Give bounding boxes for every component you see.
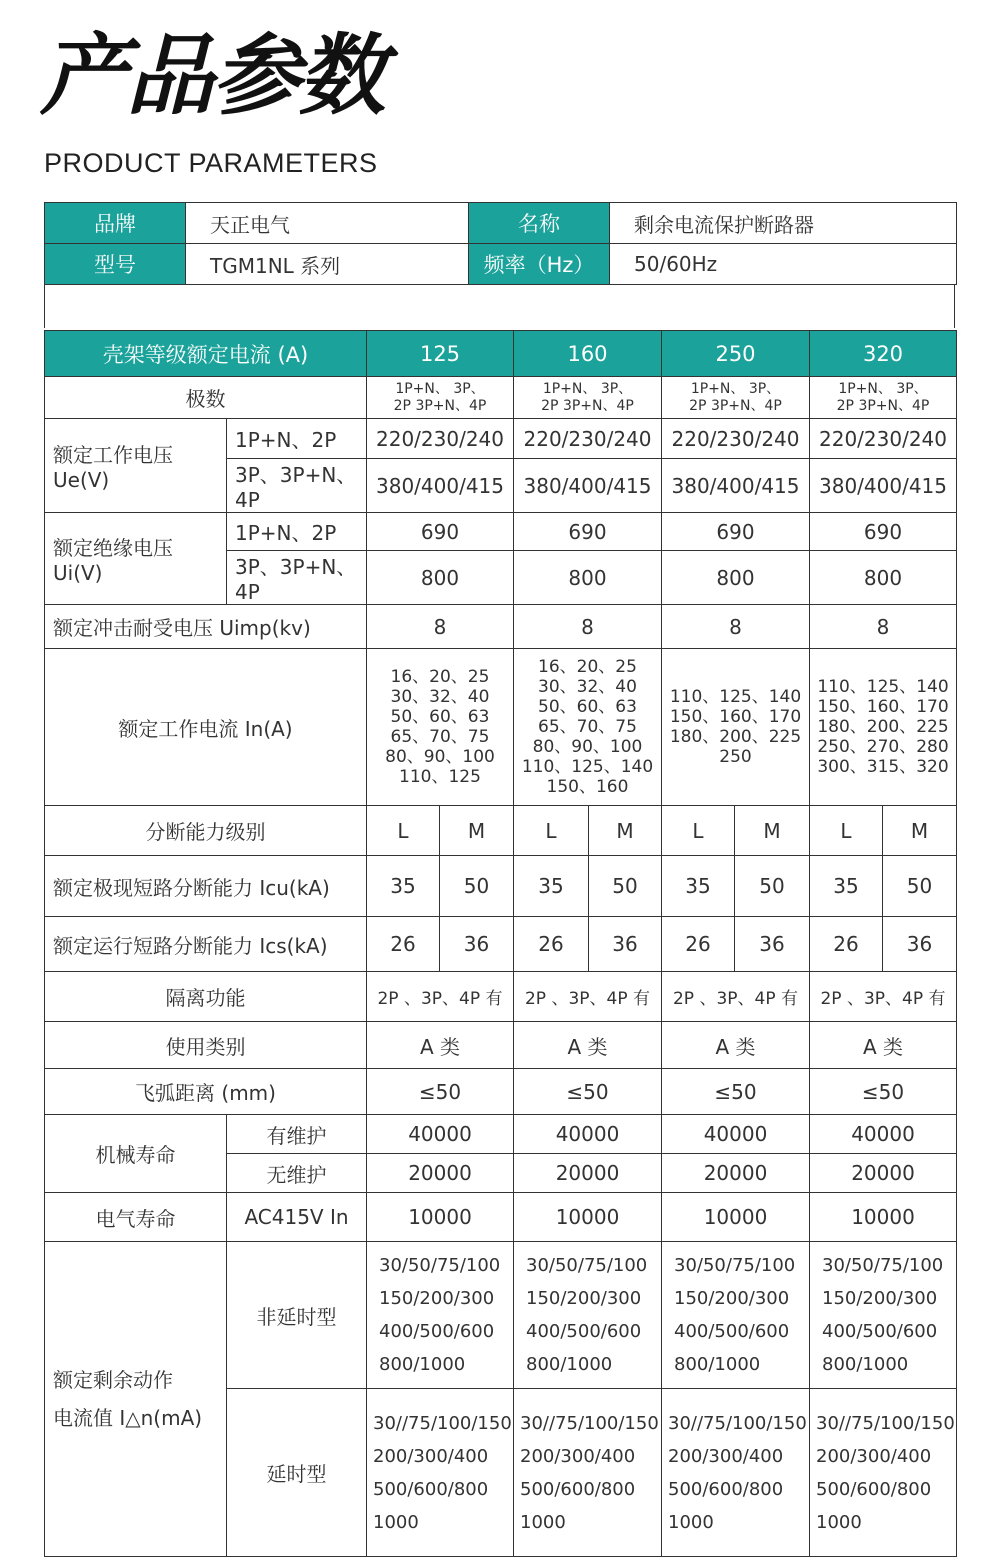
arc-320: ≤50 xyxy=(810,1069,957,1115)
in-label: 额定工作电流 In(A) xyxy=(45,649,367,806)
page-subtitle: PRODUCT PARAMETERS xyxy=(44,148,378,178)
frame-label: 壳架等级额定电流 (A) xyxy=(45,331,367,377)
icu-row xyxy=(45,856,957,917)
frame-125: 125 xyxy=(367,331,514,377)
mech-v1-125: 40000 xyxy=(367,1115,514,1154)
elec-label: 电气寿命 xyxy=(45,1193,227,1242)
poles-125: 1P+N、 3P、 2P 3P+N、4P xyxy=(367,377,514,419)
spec-table xyxy=(44,330,957,1557)
use-125: A 类 xyxy=(367,1022,514,1069)
uimp-row xyxy=(45,605,957,649)
break-m-320: M xyxy=(883,806,957,856)
ics-label: 额定运行短路分断能力 Ics(kA) xyxy=(45,917,367,972)
in-125: 16、20、25 30、32、40 50、60、63 65、70、75 80、90、100 110、125 xyxy=(367,649,514,806)
uimp-160: 8 xyxy=(514,605,662,649)
poles-160: 1P+N、 3P、 2P 3P+N、4P xyxy=(514,377,662,419)
icu-m-125: 50 xyxy=(440,856,514,917)
ue-sub2: 3P、3P+N、4P xyxy=(227,459,367,513)
icu-m-250: 50 xyxy=(735,856,810,917)
mech-v1-250: 40000 xyxy=(662,1115,810,1154)
elec-320: 10000 xyxy=(810,1193,957,1242)
mech-v1-320: 40000 xyxy=(810,1115,957,1154)
in-160: 16、20、25 30、32、40 50、60、63 65、70、75 80、90、100 110、125、140 150、160 xyxy=(514,649,662,806)
arc-250: ≤50 xyxy=(662,1069,810,1115)
uimp-320: 8 xyxy=(810,605,957,649)
frame-160: 160 xyxy=(514,331,662,377)
mech-sub2: 无维护 xyxy=(227,1154,367,1193)
ics-m-320: 36 xyxy=(883,917,957,972)
name-label: 名称 xyxy=(469,203,610,244)
uimp-125: 8 xyxy=(367,605,514,649)
break-l-250: L xyxy=(662,806,735,856)
ui-sub1: 1P+N、2P xyxy=(227,513,367,551)
mech-label: 机械寿命 xyxy=(45,1115,227,1193)
elec-250: 10000 xyxy=(662,1193,810,1242)
icu-label: 额定极现短路分断能力 Icu(kA) xyxy=(45,856,367,917)
page-title: 产品参数 xyxy=(40,24,385,127)
poles-label: 极数 xyxy=(45,377,367,419)
model-value: TGM1NL 系列 xyxy=(186,244,469,285)
arc-row xyxy=(45,1069,957,1115)
table-spacer xyxy=(44,285,955,328)
name-value: 剩余电流保护断路器 xyxy=(610,203,957,244)
info-table xyxy=(44,202,957,285)
uimp-label: 额定冲击耐受电压 Uimp(kv) xyxy=(45,605,367,649)
icu-l-125: 35 xyxy=(367,856,440,917)
use-160: A 类 xyxy=(514,1022,662,1069)
res-d-250: 30//75/100/150 200/300/400 500/600/800 1000 xyxy=(662,1389,810,1557)
freq-value: 50/60Hz xyxy=(610,244,957,285)
ics-m-250: 36 xyxy=(735,917,810,972)
ue-v1-125: 220/230/240 xyxy=(367,419,514,459)
break-label: 分断能力级别 xyxy=(45,806,367,856)
ue-sub1: 1P+N、2P xyxy=(227,419,367,459)
iso-125: 2P 、3P、4P 有 xyxy=(367,972,514,1022)
use-label: 使用类别 xyxy=(45,1022,367,1069)
freq-label: 频率（Hz） xyxy=(469,244,610,285)
model-label: 型号 xyxy=(45,244,186,285)
break-l-125: L xyxy=(367,806,440,856)
in-320: 110、125、140 150、160、170 180、200、225 250、270、280 300、315、320 xyxy=(810,649,957,806)
res-nd-320: 30/50/75/100 150/200/300 400/500/600 800/1000 xyxy=(810,1242,957,1389)
ue-label: 额定工作电压 Ue(V) xyxy=(45,419,227,513)
use-row xyxy=(45,1022,957,1069)
uimp-250: 8 xyxy=(662,605,810,649)
poles-250: 1P+N、 3P、 2P 3P+N、4P xyxy=(662,377,810,419)
ui-v1-320: 690 xyxy=(810,513,957,551)
ui-sub2: 3P、3P+N、4P xyxy=(227,551,367,605)
ics-m-125: 36 xyxy=(440,917,514,972)
in-row xyxy=(45,649,957,806)
ics-l-320: 26 xyxy=(810,917,883,972)
mech-v2-250: 20000 xyxy=(662,1154,810,1193)
res-d-320: 30//75/100/150 200/300/400 500/600/800 1000 xyxy=(810,1389,957,1557)
arc-125: ≤50 xyxy=(367,1069,514,1115)
ue-v1-320: 220/230/240 xyxy=(810,419,957,459)
ue-v2-125: 380/400/415 xyxy=(367,459,514,513)
ui-v1-250: 690 xyxy=(662,513,810,551)
mech-sub1: 有维护 xyxy=(227,1115,367,1154)
res-sub1: 非延时型 xyxy=(227,1242,367,1389)
ics-l-125: 26 xyxy=(367,917,440,972)
icu-l-250: 35 xyxy=(662,856,735,917)
elec-160: 10000 xyxy=(514,1193,662,1242)
arc-160: ≤50 xyxy=(514,1069,662,1115)
ics-m-160: 36 xyxy=(589,917,662,972)
iso-160: 2P 、3P、4P 有 xyxy=(514,972,662,1022)
break-row xyxy=(45,806,957,856)
ue-v1-160: 220/230/240 xyxy=(514,419,662,459)
use-320: A 类 xyxy=(810,1022,957,1069)
res-row-1 xyxy=(45,1242,957,1389)
iso-label: 隔离功能 xyxy=(45,972,367,1022)
elec-125: 10000 xyxy=(367,1193,514,1242)
res-d-125: 30//75/100/150 200/300/400 500/600/800 1000 xyxy=(367,1389,514,1557)
ui-v2-320: 800 xyxy=(810,551,957,605)
mech-v2-125: 20000 xyxy=(367,1154,514,1193)
ui-v2-160: 800 xyxy=(514,551,662,605)
icu-m-320: 50 xyxy=(883,856,957,917)
frame-row xyxy=(45,331,957,377)
ue-v1-250: 220/230/240 xyxy=(662,419,810,459)
break-l-320: L xyxy=(810,806,883,856)
mech-v2-320: 20000 xyxy=(810,1154,957,1193)
res-label: 额定剩余动作 电流值 I△n(mA) xyxy=(45,1242,227,1557)
poles-row xyxy=(45,377,957,419)
iso-250: 2P 、3P、4P 有 xyxy=(662,972,810,1022)
icu-l-160: 35 xyxy=(514,856,589,917)
iso-320: 2P 、3P、4P 有 xyxy=(810,972,957,1022)
ics-l-160: 26 xyxy=(514,917,589,972)
ue-v2-250: 380/400/415 xyxy=(662,459,810,513)
frame-250: 250 xyxy=(662,331,810,377)
icu-l-320: 35 xyxy=(810,856,883,917)
use-250: A 类 xyxy=(662,1022,810,1069)
brand-label: 品牌 xyxy=(45,203,186,244)
ui-label: 额定绝缘电压 Ui(V) xyxy=(45,513,227,605)
mech-v1-160: 40000 xyxy=(514,1115,662,1154)
break-m-250: M xyxy=(735,806,810,856)
poles-320: 1P+N、 3P、 2P 3P+N、4P xyxy=(810,377,957,419)
ui-v2-125: 800 xyxy=(367,551,514,605)
brand-value: 天正电气 xyxy=(186,203,469,244)
arc-label: 飞弧距离 (mm) xyxy=(45,1069,367,1115)
ics-row xyxy=(45,917,957,972)
break-m-125: M xyxy=(440,806,514,856)
res-sub2: 延时型 xyxy=(227,1389,367,1557)
ui-v1-160: 690 xyxy=(514,513,662,551)
frame-320: 320 xyxy=(810,331,957,377)
in-250: 110、125、140 150、160、170 180、200、225 250 xyxy=(662,649,810,806)
elec-row xyxy=(45,1193,957,1242)
mech-row-1 xyxy=(45,1115,957,1154)
res-d-160: 30//75/100/150 200/300/400 500/600/800 1000 xyxy=(514,1389,662,1557)
iso-row xyxy=(45,972,957,1022)
ue-v2-320: 380/400/415 xyxy=(810,459,957,513)
res-nd-125: 30/50/75/100 150/200/300 400/500/600 800/1000 xyxy=(367,1242,514,1389)
ui-v2-250: 800 xyxy=(662,551,810,605)
res-nd-250: 30/50/75/100 150/200/300 400/500/600 800/1000 xyxy=(662,1242,810,1389)
icu-m-160: 50 xyxy=(589,856,662,917)
ui-row-1 xyxy=(45,513,957,551)
break-m-160: M xyxy=(589,806,662,856)
mech-v2-160: 20000 xyxy=(514,1154,662,1193)
ui-v1-125: 690 xyxy=(367,513,514,551)
elec-sub: AC415V In xyxy=(227,1193,367,1242)
res-nd-160: 30/50/75/100 150/200/300 400/500/600 800/1000 xyxy=(514,1242,662,1389)
ue-v2-160: 380/400/415 xyxy=(514,459,662,513)
ue-row-1 xyxy=(45,419,957,459)
ics-l-250: 26 xyxy=(662,917,735,972)
break-l-160: L xyxy=(514,806,589,856)
